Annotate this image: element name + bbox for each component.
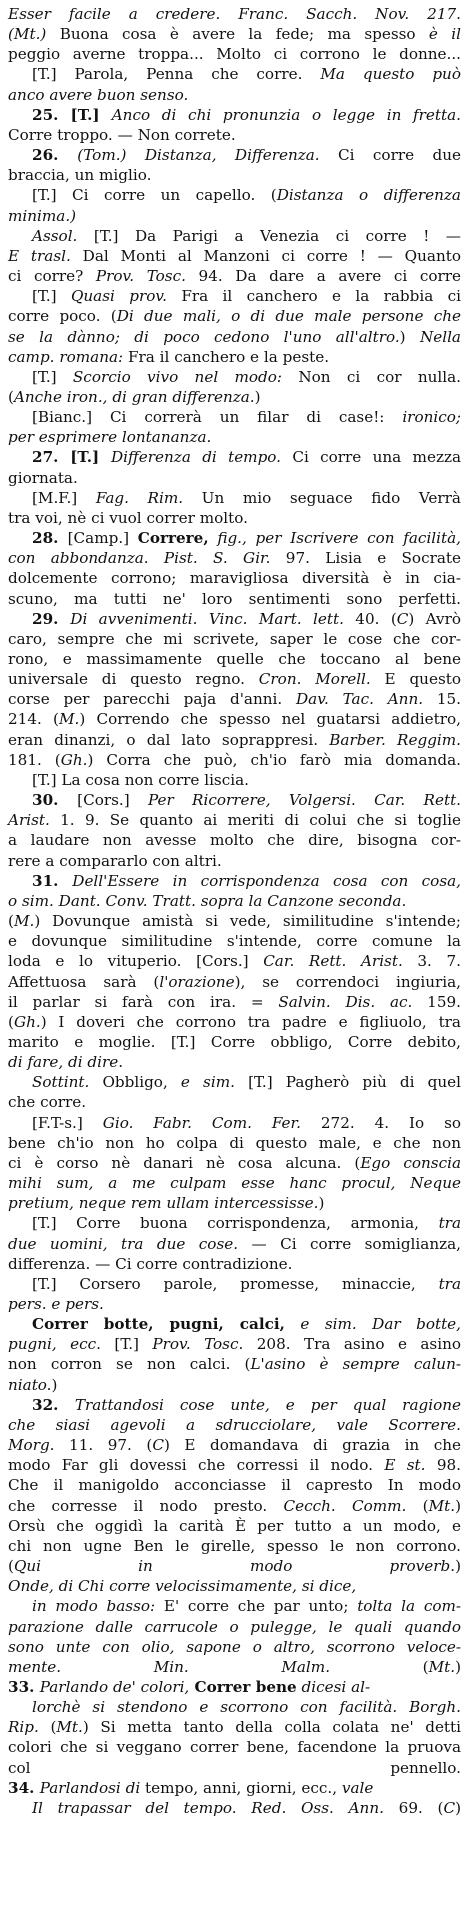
text-line: [8, 669, 461, 689]
text-segment: E questo: [370, 670, 461, 689]
text-segment: 31.: [32, 871, 73, 890]
text-line: [8, 407, 461, 427]
text-segment: Dal Monti al Manzoni ci corre ! — Quanto: [70, 246, 461, 265]
text-segment: Arist.: [8, 811, 50, 830]
text-segment: [T.] Parola, Penna che corre.: [32, 65, 321, 84]
text-line: [8, 125, 461, 145]
text-line: [8, 1657, 461, 1677]
text-line: [8, 1153, 461, 1173]
text-segment: Fag. Rim.: [95, 488, 184, 507]
text-segment: 94. Da dare a avere ci corre: [185, 267, 462, 286]
text-segment: Fra il canchero e la rabbia ci: [166, 287, 461, 306]
text-line: [8, 1435, 461, 1455]
text-segment: [T.] Da Parigi a Venezia ci corre ! —: [77, 226, 461, 245]
text-segment: Rip.: [8, 1718, 39, 1737]
text-segment: l'orazione: [159, 972, 235, 991]
text-line: [8, 246, 461, 266]
text-segment: che corre.: [8, 1093, 87, 1112]
text-segment: e sim. Dar botte,: [284, 1315, 461, 1334]
text-segment: col pennello.: [8, 1758, 461, 1777]
text-line: [8, 226, 461, 246]
text-segment: Anco di chi pronunzia o legge in fretta.: [111, 105, 462, 124]
text-segment: Corre troppo. — Non correte.: [8, 125, 236, 144]
text-line: [8, 1536, 461, 1556]
text-segment: anco avere buon senso.: [8, 85, 189, 104]
text-segment: [T.] Corre buona corrispondenza, armonia,: [32, 1214, 439, 1233]
text-line: [8, 1677, 461, 1697]
text-segment: è il: [428, 25, 461, 44]
text-segment: Onde, di Chi corre velocissimamente, si dice,: [8, 1577, 357, 1596]
text-segment: corse per parecchi paja d'anni.: [8, 690, 296, 709]
text-segment: 30.: [32, 791, 78, 810]
text-line: [8, 1354, 461, 1374]
text-line: [8, 1516, 461, 1536]
text-line: [8, 871, 461, 891]
text-segment: 1. 9. Se quanto ai meriti di colui che si toglie: [49, 811, 461, 830]
text-segment: 69. (: [383, 1798, 444, 1817]
text-line: [8, 44, 461, 64]
text-segment: bene ch'io non ho colpa di questo male, e che non: [8, 1133, 461, 1152]
text-line: [8, 1496, 461, 1516]
text-segment: Ci corre una mezza: [281, 448, 462, 467]
text-segment: — Ci corre somiglianza,: [238, 1234, 461, 1253]
text-segment: scuno, ma tutti ne' loro sentimenti sono perfetti.: [8, 589, 461, 608]
text-segment: L'asino è sempre calun-: [250, 1355, 461, 1374]
text-line: [8, 1617, 461, 1637]
text-segment: 159.: [412, 992, 461, 1011]
text-segment: [Camp.]: [67, 529, 138, 548]
text-segment: Che il manigoldo acconciasse il capresto In modo: [8, 1476, 461, 1495]
text-segment: mihi sum, a me culpam esse hanc procul, Neque: [8, 1174, 461, 1193]
text-segment: ) I doveri che corrono tra padre e figliuolo, tra: [40, 1012, 461, 1031]
text-segment: E' corre che par unto;: [155, 1597, 358, 1616]
text-segment: Non ci cor nulla.: [282, 367, 461, 386]
text-segment: tra voi, nè ci vuol correr molto.: [8, 508, 248, 527]
text-line: [8, 1213, 461, 1233]
text-segment: loda e lo vituperio. [Cors.]: [8, 952, 264, 971]
text-segment: Mt.: [428, 1496, 456, 1515]
text-line: [8, 1737, 461, 1757]
text-segment: che siasi agevoli a sdrucciolare, vale Scorrere.: [8, 1415, 461, 1434]
text-line: [8, 1052, 461, 1072]
text-line: [8, 1113, 461, 1133]
text-line: [8, 972, 461, 992]
text-segment: Cecch. Comm.: [283, 1496, 407, 1515]
text-segment: Obbligo,: [89, 1073, 181, 1092]
text-segment: 3. 7.: [402, 952, 461, 971]
text-segment: 34.: [8, 1778, 40, 1797]
text-line: [8, 1637, 461, 1657]
text-segment: Quasi prov.: [70, 287, 167, 306]
text-segment: corre poco. (: [8, 307, 117, 326]
text-segment: Nella: [419, 327, 461, 346]
text-line: [8, 1254, 461, 1274]
text-segment: Parlando de' colori,: [39, 1677, 190, 1696]
text-segment: due uomini, tra due cose.: [8, 1234, 239, 1253]
text-line: [8, 1415, 461, 1435]
text-line: [8, 1274, 461, 1294]
text-segment: Ma questo può: [320, 65, 461, 84]
text-segment: Dav. Tac. Ann.: [295, 690, 424, 709]
text-segment: differenza. — Ci corre contradizione.: [8, 1254, 293, 1273]
text-line: [8, 185, 461, 205]
text-segment: 272. 4. Io so: [300, 1113, 462, 1132]
text-segment: ) Si metta tanto della colla colata ne' detti: [82, 1718, 461, 1737]
text-segment: Orsù che oggidì la carità È per tutto a un modo, e: [8, 1516, 461, 1535]
text-line: [8, 931, 461, 951]
text-segment: Gh.: [60, 750, 88, 769]
text-line: [8, 1234, 461, 1254]
text-line: [8, 951, 461, 971]
text-segment: ) Dovunque amistà si vede, similitudine s'intende;: [34, 912, 461, 931]
text-line: [8, 750, 461, 770]
text-segment: se la dànno; di poco cedono l'uno all'altro.: [8, 327, 400, 346]
text-segment: Per Ricorrere, Volgersi. Car. Rett.: [147, 791, 461, 810]
text-line: [8, 1798, 461, 1818]
text-segment: Mt.: [56, 1718, 83, 1737]
text-segment: vale: [341, 1778, 374, 1797]
text-line: [8, 649, 461, 669]
text-line: [8, 145, 461, 165]
text-segment: Salvin. Dis. ac.: [278, 992, 413, 1011]
text-line: [8, 1596, 461, 1616]
text-line: [8, 1334, 461, 1354]
text-line: [8, 306, 461, 326]
text-segment: in modo basso:: [32, 1597, 156, 1616]
text-line: [8, 1314, 461, 1334]
text-segment: tra: [438, 1274, 461, 1293]
text-segment: il parlar si farà con ira. =: [8, 992, 279, 1011]
text-segment: marito e moglie. [T.] Corre obbligo, Corre debito,: [8, 1032, 461, 1051]
text-line: [8, 1092, 461, 1112]
text-segment: (: [8, 1012, 14, 1031]
text-segment: caro, sempre che mi scrivete, saper le cose che cor-: [8, 629, 461, 648]
text-segment: sono unte con olio, sapone o altro, scorrono veloce-: [8, 1637, 461, 1656]
text-segment: M.: [58, 710, 80, 729]
text-line: [8, 1193, 461, 1213]
text-segment: pretium, neque rem ullam intercessisse.: [8, 1194, 319, 1213]
text-segment: Un mio seguace fido Verrà: [183, 488, 461, 507]
text-segment: (Tom.) Distanza, Differenza.: [77, 146, 320, 165]
text-segment: 26.: [32, 146, 78, 165]
text-segment: chi non ugne Ben le girelle, spesso le non corrono.: [8, 1536, 461, 1555]
text-line: [8, 468, 461, 488]
text-segment: niato.: [8, 1375, 52, 1394]
text-segment: Anche iron., di gran differenza.: [13, 387, 255, 406]
text-segment: (: [8, 1557, 14, 1576]
text-line: [8, 1758, 461, 1778]
text-segment: Di avvenimenti. Vinc. Mart. lett.: [70, 609, 344, 628]
text-segment: pugni, ecc.: [8, 1335, 101, 1354]
text-segment: e dovunque similitudine s'intende, corre comune la: [8, 932, 461, 951]
text-line: [8, 85, 461, 105]
text-segment: Fra il canchero e la peste.: [123, 347, 330, 366]
text-segment: C: [443, 1798, 456, 1817]
text-segment: Distanza o differenza: [276, 186, 461, 205]
text-segment: 32.: [32, 1395, 75, 1414]
text-line: [8, 347, 461, 367]
text-line: [8, 730, 461, 750]
text-segment: con abbondanza. Pist. S. Gir.: [8, 549, 271, 568]
text-segment: parazione dalle carrucole o pulegge, le quali quando: [8, 1617, 461, 1636]
text-line: [8, 770, 461, 790]
text-line: [8, 891, 461, 911]
text-segment: 40. (: [343, 609, 397, 628]
text-line: [8, 1395, 461, 1415]
text-segment: ): [455, 1798, 462, 1817]
text-line: [8, 790, 461, 810]
text-segment: (: [38, 1718, 57, 1737]
text-line: [8, 629, 461, 649]
text-line: [8, 1717, 461, 1737]
text-segment: ci corre?: [8, 267, 96, 286]
text-line: [8, 1475, 461, 1495]
text-segment: 208. Tra asino e asino: [243, 1335, 461, 1354]
text-segment: Il trapassar del tempo. Red. Oss. Ann.: [32, 1798, 384, 1817]
text-segment: Assol.: [32, 226, 78, 245]
text-segment: Mt.: [428, 1657, 456, 1676]
text-segment: Dell'Essere in corrispondenza cosa con cosa,: [72, 871, 461, 890]
text-line: [8, 548, 461, 568]
text-segment: Cron. Morell.: [258, 670, 371, 689]
text-segment: ): [455, 1657, 461, 1676]
text-segment: Scorcio vivo nel modo:: [72, 367, 283, 386]
text-line: [8, 105, 461, 125]
text-segment: Barber. Reggim.: [329, 730, 462, 749]
text-segment: (Mt.): [8, 25, 47, 44]
text-line: [8, 286, 461, 306]
text-line: [8, 609, 461, 629]
text-segment: per esprimere lontananza.: [8, 428, 212, 447]
text-segment: ): [455, 1557, 461, 1576]
text-segment: minima.): [8, 206, 77, 225]
text-segment: e sim.: [180, 1073, 235, 1092]
text-segment: 27. [T.]: [32, 448, 111, 467]
text-segment: 214. (: [8, 710, 59, 729]
text-line: [8, 1455, 461, 1475]
text-segment: di fare, di dire.: [8, 1053, 124, 1072]
text-segment: braccia, un miglio.: [8, 166, 152, 185]
text-segment: [T.] Ci corre un capello. (: [32, 186, 277, 205]
text-segment: o sim. Dant. Conv. Tratt. sopra la Canzone seconda.: [8, 891, 407, 910]
text-line: [8, 1133, 461, 1153]
text-segment: ): [51, 1375, 58, 1394]
text-segment: 25. [T.]: [32, 105, 112, 124]
text-line: [8, 387, 461, 407]
text-segment: 29.: [32, 609, 71, 628]
text-line: [8, 589, 461, 609]
text-line: [8, 1375, 461, 1395]
text-line: [8, 1697, 461, 1717]
text-segment: a laudare non avesse molto che dire, bisogna cor-: [8, 831, 461, 850]
text-segment: Buona cosa è avere la fede; ma spesso: [46, 25, 429, 44]
text-line: [8, 1012, 461, 1032]
text-segment: dolcemente corrono; maravigliosa diversità è in cia-: [8, 569, 461, 588]
text-line: [8, 4, 461, 24]
text-segment: Gh.: [13, 1012, 41, 1031]
text-line: [8, 266, 461, 286]
text-segment: giornata.: [8, 468, 78, 487]
text-segment: camp. romana:: [8, 347, 124, 366]
text-segment: che corresse il nodo presto.: [8, 1496, 284, 1515]
text-line: [8, 1173, 461, 1193]
text-segment: 33.: [8, 1677, 40, 1696]
text-segment: Morg.: [8, 1436, 55, 1455]
text-line: [8, 64, 461, 84]
text-segment: Affettuosa sarà (: [8, 972, 160, 991]
text-segment: ): [254, 387, 261, 406]
text-line: [8, 1072, 461, 1092]
text-line: [8, 528, 461, 548]
text-segment: Trattandosi cose unte, e per qual ragione: [74, 1395, 461, 1414]
text-segment: peggio averne troppa... Molto ci corrono le donne...: [8, 45, 461, 64]
text-segment: ) Avrò: [408, 609, 462, 628]
text-segment: (: [8, 912, 14, 931]
text-segment: ): [318, 1194, 325, 1213]
text-line: [8, 911, 461, 931]
text-segment: Correre,: [137, 529, 209, 548]
text-segment: 97. Lisia e Socrate: [270, 549, 461, 568]
text-segment: Ego conscia: [360, 1153, 461, 1172]
text-segment: Sottint.: [32, 1073, 90, 1092]
text-segment: E trasl.: [8, 246, 71, 265]
text-segment: ): [399, 327, 420, 346]
text-line: [8, 24, 461, 44]
text-segment: [T.]: [32, 287, 71, 306]
text-line: [8, 689, 461, 709]
text-segment: Ci corre due: [319, 146, 461, 165]
text-line: [8, 992, 461, 1012]
text-line: [8, 1778, 461, 1798]
text-segment: lorchè si stendono e scorrono con facilità. Borgh.: [32, 1698, 461, 1717]
text-line: [8, 367, 461, 387]
text-line: [8, 1032, 461, 1052]
text-segment: mente. Min. Malm.: [8, 1657, 331, 1676]
text-line: [8, 830, 461, 850]
text-segment: M.: [13, 912, 35, 931]
text-segment: Correr botte, pugni, calci,: [32, 1315, 285, 1334]
text-segment: rere a compararlo con altri.: [8, 851, 222, 870]
text-segment: Prov. Tosc.: [95, 267, 186, 286]
text-segment: C: [396, 609, 409, 628]
text-line: [8, 1556, 461, 1576]
text-line: [8, 851, 461, 871]
text-segment: ci è corso nè danari nè cosa alcuna. (: [8, 1153, 361, 1172]
text-segment: [T.]: [32, 367, 73, 386]
text-segment: universale di questo regno.: [8, 670, 259, 689]
text-line: [8, 427, 461, 447]
text-segment: Parlandosi di: [39, 1778, 141, 1797]
text-segment: dicesi al-: [296, 1677, 371, 1696]
text-segment: Car. Rett. Arist.: [263, 952, 403, 971]
text-segment: 11. 97. (: [54, 1436, 153, 1455]
text-line: [8, 1576, 461, 1596]
text-segment: non corron se non calci. (: [8, 1355, 251, 1374]
text-segment: (: [406, 1496, 429, 1515]
text-segment: [Bianc.] Ci correrà un filar di case!:: [32, 408, 403, 427]
text-segment: (: [8, 387, 14, 406]
text-segment: 98.: [425, 1456, 462, 1475]
text-segment: [F.T-s.]: [32, 1113, 103, 1132]
text-segment: pers. e pers.: [8, 1295, 104, 1313]
text-segment: tolta la com-: [357, 1597, 462, 1616]
text-segment: [T.] Pagherò più di quel: [234, 1073, 461, 1092]
text-segment: 28.: [32, 529, 68, 548]
text-segment: C: [152, 1436, 164, 1455]
text-segment: ), se correndoci ingiuria,: [234, 972, 462, 991]
text-segment: Differenza di tempo.: [111, 448, 282, 467]
text-segment: tempo, anni, giorni, ecc.,: [140, 1778, 342, 1797]
text-line: [8, 447, 461, 467]
text-segment: Qui in modo proverb.: [13, 1557, 456, 1576]
text-segment: rono, e massimamente quelle che toccano al bene: [8, 650, 461, 668]
text-segment: [M.F.]: [32, 488, 96, 507]
text-segment: [T.]: [100, 1335, 153, 1354]
text-segment: ) Corra che può, ch'io farò mia domanda.: [87, 750, 461, 769]
text-segment: ): [455, 1496, 461, 1515]
text-segment: tra: [438, 1214, 461, 1233]
text-segment: 181. (: [8, 750, 61, 769]
text-line: [8, 206, 461, 226]
text-line: [8, 165, 461, 185]
text-line: [8, 508, 461, 528]
text-segment: ) E domandava di grazia in che: [163, 1436, 462, 1455]
text-line: [8, 810, 461, 830]
text-line: [8, 1294, 461, 1314]
text-segment: E st.: [384, 1456, 426, 1475]
text-segment: Prov. Tosc.: [152, 1335, 244, 1354]
text-segment: Esser facile a credere. Franc. Sacch. Nov. 217.: [8, 5, 461, 23]
text-line: [8, 568, 461, 588]
text-segment: ironico;: [402, 408, 461, 427]
text-segment: [Cors.]: [77, 791, 148, 810]
text-segment: [T.] Corsero parole, promesse, minaccie,: [32, 1274, 439, 1293]
text-segment: modo Far gli dovessi che corressi il nodo.: [8, 1456, 385, 1475]
text-segment: colori che si veggano correr bene, facendone la pruova: [8, 1738, 461, 1757]
text-segment: fig., per Iscrivere con facilità,: [208, 529, 461, 548]
text-line: [8, 709, 461, 729]
text-segment: (: [330, 1657, 429, 1676]
text-line: [8, 488, 461, 508]
text-segment: 15.: [423, 690, 462, 709]
text-segment: ) Correndo che spesso nel guatarsi addietro,: [79, 710, 461, 729]
text-segment: eran dinanzi, o dal lato soprappresi.: [8, 730, 330, 749]
text-segment: [T.] La cosa non corre liscia.: [32, 770, 249, 789]
text-segment: Gio. Fabr. Com. Fer.: [102, 1113, 301, 1132]
text-segment: Di due mali, o di due male persone che: [116, 307, 461, 326]
text-line: [8, 327, 461, 347]
text-segment: Correr bene: [189, 1677, 297, 1696]
